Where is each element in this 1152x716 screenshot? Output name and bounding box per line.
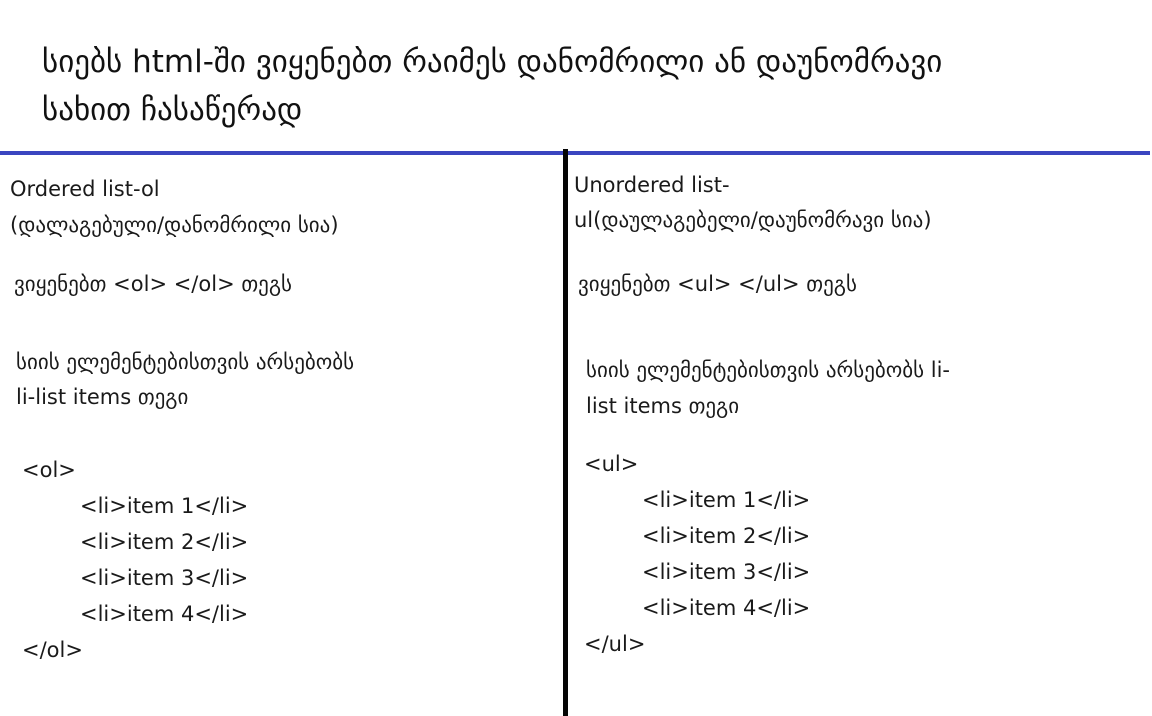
- ul-heading-line-1: Unordered list-: [574, 173, 730, 197]
- ul-open-tag: <ul>: [584, 452, 639, 476]
- page-title: [42, 38, 1122, 134]
- ol-list-item-3: <li>item 3</li>: [80, 566, 249, 590]
- title-line-1: სიებს html-ში ვიყენებთ რაიმეს დანომრილი ან დაუნომრავი: [42, 44, 943, 80]
- ul-list-item-3: <li>item 3</li>: [642, 560, 811, 584]
- ul-items-note-line-2: list items თეგი: [586, 394, 740, 418]
- vertical-divider: [563, 149, 568, 716]
- ol-list-item-2: <li>item 2</li>: [80, 530, 249, 554]
- ol-items-note-line-1: სიის ელემენტებისთვის არსებობს: [16, 350, 355, 374]
- ol-code-example: [22, 452, 248, 668]
- ul-list-item-2: <li>item 2</li>: [642, 524, 811, 548]
- ul-list-item-1: <li>item 1</li>: [642, 488, 811, 512]
- ol-list-item-1: <li>item 1</li>: [80, 494, 249, 518]
- ol-usage-text: ვიყენებთ <ol> </ol> თეგს: [14, 272, 292, 296]
- ul-items-note-line-1: სიის ელემენტებისთვის არსებობს li-: [586, 358, 951, 382]
- ol-open-tag: <ol>: [22, 458, 76, 482]
- ul-code-example: [584, 446, 810, 662]
- ol-heading-line-2: (დალაგებული/დანომრილი სია): [10, 213, 339, 237]
- ul-list-item-4: <li>item 4</li>: [642, 596, 811, 620]
- ol-items-note-line-2: li-list items თეგი: [16, 385, 189, 409]
- ol-heading-line-1: Ordered list-ol: [10, 177, 160, 201]
- ol-list-item-4: <li>item 4</li>: [80, 602, 249, 626]
- ul-usage-text: ვიყენებთ <ul> </ul> თეგს: [578, 272, 857, 296]
- ul-heading-line-2: ul(დაულაგებელი/დაუნომრავი სია): [574, 208, 932, 232]
- horizontal-divider: [0, 151, 1150, 155]
- ol-close-tag: </ol>: [22, 638, 83, 662]
- ul-close-tag: </ul>: [584, 632, 646, 656]
- title-line-2: სახით ჩასაწერად: [42, 92, 303, 128]
